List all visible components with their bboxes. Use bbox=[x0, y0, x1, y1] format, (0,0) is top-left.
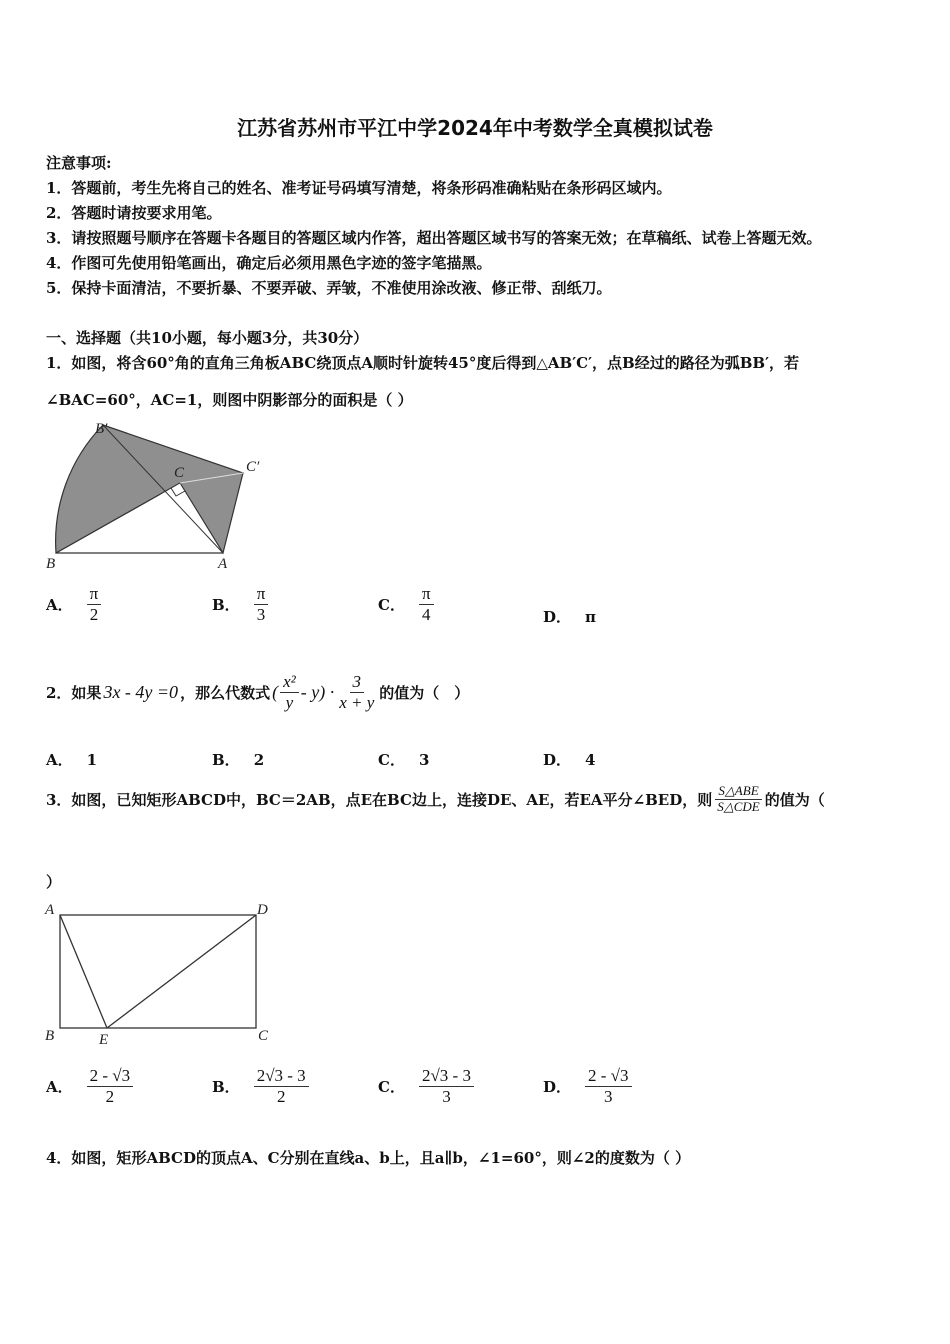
q3-option-c[interactable]: C． $\frac{2√3 - 3}{3}$ bbox=[378, 1066, 474, 1106]
option-label: C． bbox=[378, 595, 405, 614]
notice-item: 1．答题前，考生先将自己的姓名、准考证号码填写清楚，将条形码准确粘贴在条形码区域内。 bbox=[46, 179, 672, 197]
option-label: D． bbox=[543, 608, 572, 626]
label-a: A bbox=[45, 902, 55, 918]
option-fraction: $\frac{\pi}{3}$ bbox=[254, 584, 269, 624]
label-c-prime: C′ bbox=[246, 459, 260, 475]
q3-option-d[interactable]: D． $\frac{2 - √3}{3}$ bbox=[543, 1066, 632, 1106]
q3-text: 3．如图，已知矩形ABCD中，BC＝2AB，点E在BC边上，连接DE、AE，若EA平分∠BED，则 $\frac{\text{S△ABE}}{\text{S△CDE}}$ 的值为（ bbox=[46, 783, 825, 814]
q2-text: 2．如果 3x - 4y =0 ，那么代数式 ( $\frac{\text{x²}}{y}$ - y) · $\frac{3}{x + y}$ 的值为（ ） bbox=[46, 672, 470, 712]
notice-heading: 注意事项: bbox=[46, 154, 112, 172]
notice-item: 2．答题时请按要求用笔。 bbox=[46, 204, 222, 222]
option-label: A． bbox=[46, 595, 73, 614]
q1-text-line2: ∠BAC=60°，AC=1，则图中阴影部分的面积是（ ） bbox=[46, 391, 413, 409]
label-e: E bbox=[99, 1032, 109, 1048]
label-c: C bbox=[258, 1028, 269, 1044]
label-b-prime: B′ bbox=[95, 421, 108, 437]
q2-option-b[interactable]: B． 2 bbox=[212, 750, 265, 769]
q1-option-a[interactable] bbox=[46, 584, 101, 624]
option-label: B． bbox=[212, 595, 240, 614]
q1-option-d[interactable]: D． π bbox=[543, 607, 596, 626]
q2-option-a[interactable]: A． 1 bbox=[46, 750, 98, 769]
label-b: B bbox=[45, 1028, 55, 1044]
q3-figure bbox=[40, 898, 290, 1050]
q4-text: 4．如图，矩形ABCD的顶点A、C分别在直线a、b上，且a∥b，∠1=60°，则∠2的度数为（ ） bbox=[46, 1149, 691, 1167]
notice-item: 4．作图可先使用铅笔画出，确定后必须用黑色字迹的签字笔描黑。 bbox=[46, 254, 492, 272]
label-b: B bbox=[46, 556, 56, 572]
q3-close-paren: ） bbox=[46, 873, 62, 891]
option-fraction: $\frac{\pi}{2}$ bbox=[87, 584, 102, 624]
q2-equation: 3x - 4y =0 bbox=[103, 681, 179, 702]
page-title: 江苏省苏州市平江中学2024年中考数学全真模拟试卷 bbox=[237, 116, 713, 140]
section-heading: 一、选择题（共10小题，每小题3分，共30分） bbox=[46, 329, 369, 347]
q3-option-b[interactable]: B． $\frac{2√3 - 3}{2}$ bbox=[212, 1066, 309, 1106]
label-d: D bbox=[257, 902, 268, 918]
q3-ratio: $\frac{\text{S△ABE}}{\text{S△CDE}}$ bbox=[717, 783, 760, 814]
q1-option-b[interactable] bbox=[212, 584, 268, 624]
q2-option-d[interactable]: D． 4 bbox=[543, 750, 596, 769]
notice-item: 5．保持卡面清洁，不要折暴、不要弄破、弄皱，不准使用涂改液、修正带、刮纸刀。 bbox=[46, 279, 612, 297]
q1-option-c[interactable] bbox=[378, 584, 434, 624]
label-a: A bbox=[218, 556, 228, 572]
q3-option-a[interactable]: A． $\frac{2 - √3}{2}$ bbox=[46, 1066, 133, 1106]
q1-text-line1: 1．如图，将含60°角的直角三角板ABC绕顶点A顺时针旋转45°度后得到△AB′C′，点B经过的路径为弧BB′，若 bbox=[46, 354, 800, 372]
q1-figure bbox=[40, 415, 280, 575]
option-fraction: $\frac{\pi}{4}$ bbox=[419, 584, 434, 624]
label-c: C bbox=[174, 465, 185, 481]
q2-option-c[interactable]: C． 3 bbox=[378, 750, 430, 769]
notice-item: 3．请按照题号顺序在答题卡各题目的答题区域内作答，超出答题区域书写的答案无效；在草稿纸、试卷上答题无效。 bbox=[46, 229, 822, 247]
